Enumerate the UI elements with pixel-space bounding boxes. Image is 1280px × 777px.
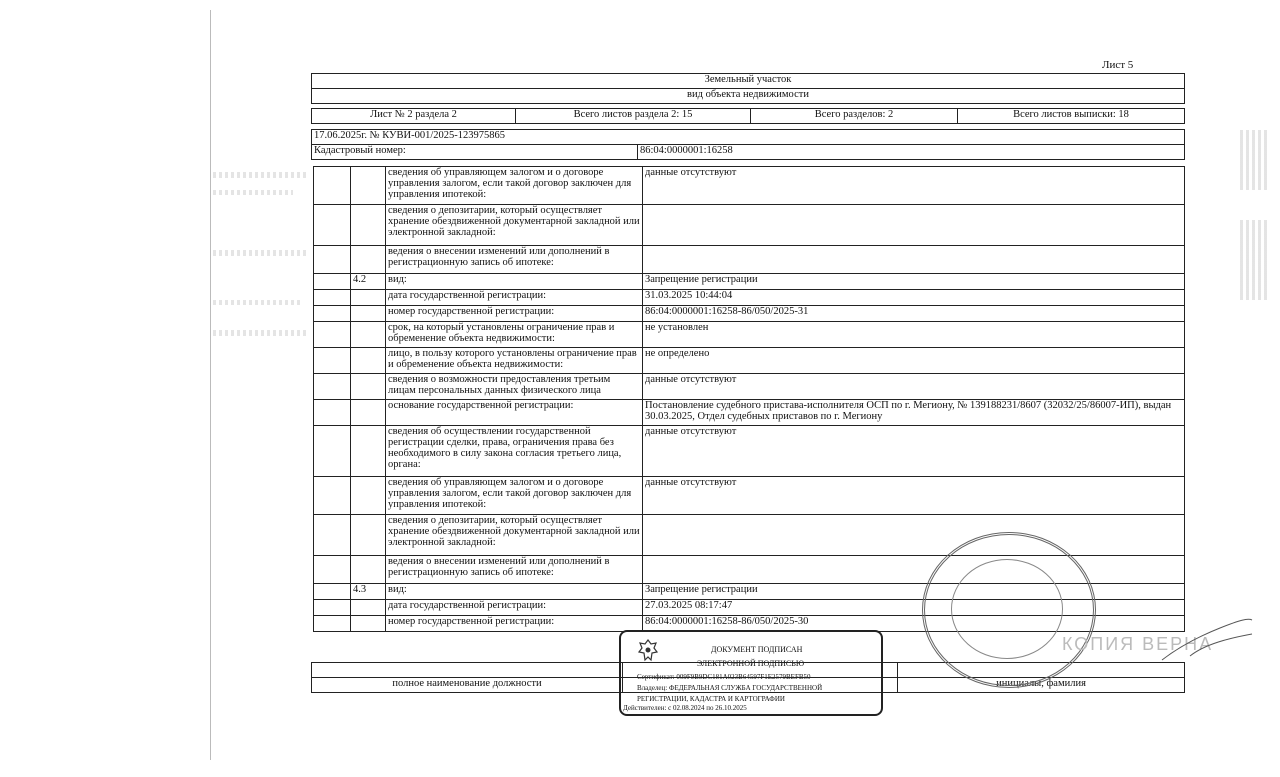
stamp-certificate: Сертификат: 009F9B9DC181A023B64597F1E2579BEFB50 [637,673,811,681]
sheet-label: Лист 5 [1102,59,1134,71]
row-number: 4.2 [351,274,386,290]
row-number [351,515,386,556]
row-number [351,322,386,348]
row-blank-cell [314,322,351,348]
row-label: сведения о возможности предоставления третьим лицам персональных данных физического лица [386,374,643,400]
position-label: полное наименование должности [312,678,623,693]
row-number [351,616,386,632]
row-blank-cell [314,426,351,477]
row-label: сведения о депозитарии, который осуществляет хранение обездвиженной документарной закладной или электронной закладной: [386,515,643,556]
stamp-owner-2: РЕГИСТРАЦИИ, КАДАСТРА И КАРТОГРАФИИ [637,695,785,703]
row-blank-cell [314,167,351,205]
cadastral-value: 86:04:0000001:16258 [638,145,1185,160]
row-blank-cell [314,306,351,322]
bleed-through-mark [213,172,308,178]
row-blank-cell [314,616,351,632]
row-value: не установлен [643,322,1185,348]
row-value [643,556,1185,584]
bleed-through-mark [213,330,308,336]
row-label: дата государственной регистрации: [386,290,643,306]
row-value: 86:04:0000001:16258-86/050/2025-31 [643,306,1185,322]
bleed-through-mark [213,300,303,305]
sheet-counts-table [311,108,1185,124]
row-blank-cell [314,348,351,374]
cadastral-label: Кадастровый номер: [312,145,638,160]
record-row [314,477,1185,515]
signature-label: инициалы, фамилия [898,678,1185,693]
record-row [314,274,1185,290]
bleed-through-mark [1240,220,1270,300]
row-label: лицо, в пользу которого установлены ограничение прав и обременение объекта недвижимости: [386,348,643,374]
doc-number: 17.06.2025г. № КУВИ-001/2025-123975865 [312,130,1185,145]
row-label: ведения о внесении изменений или дополнений в регистрационную запись об ипотеке: [386,246,643,274]
row-label: вид: [386,584,643,600]
row-value [643,246,1185,274]
row-blank-cell [314,477,351,515]
row-number [351,477,386,515]
row-number [351,556,386,584]
row-value: данные отсутствуют [643,167,1185,205]
row-value: 86:04:0000001:16258-86/050/2025-30 [643,616,1185,632]
row-blank-cell [314,400,351,426]
row-blank-cell [314,556,351,584]
bleed-through-mark [213,190,293,195]
row-number [351,205,386,246]
row-number [351,374,386,400]
seal-inner-ring [951,559,1063,659]
bleed-through-mark [1240,130,1270,190]
record-row [314,246,1185,274]
stamp-title-2: ЭЛЕКТРОННОЙ ПОДПИСЬЮ [697,659,805,668]
row-label: вид: [386,274,643,290]
object-type-table [311,73,1185,104]
object-kind-label: вид объекта недвижимости [312,89,1185,104]
row-number: 4.3 [351,584,386,600]
row-number [351,246,386,274]
copy-certified-mark: КОПИЯ ВЕРНА [1062,634,1214,654]
official-seal [922,532,1096,688]
row-label: сведения о депозитарии, который осуществляет хранение обездвиженной документарной закладной или электронной закладной: [386,205,643,246]
row-label: сведения об управляющем залогом и о договоре управления залогом, если такой договор заключен для управления ипотекой: [386,477,643,515]
row-value: данные отсутствуют [643,477,1185,515]
row-value: 31.03.2025 10:44:04 [643,290,1185,306]
emblem-icon [637,638,659,664]
stamp-title-1: ДОКУМЕНТ ПОДПИСАН [711,645,803,654]
record-row [314,167,1185,205]
doc-info-table [311,129,1185,160]
row-value [643,515,1185,556]
row-value: Постановление судебного пристава-исполнителя ОСП по г. Мегиону, № 139188231/8607 (32032/25/86007-ИП), выдан 30.03.2025, Отдел судебных приставов по г. Мегиону [643,400,1185,426]
row-value: Запрещение регистрации [643,584,1185,600]
row-label: основание государственной регистрации: [386,400,643,426]
record-row [314,374,1185,400]
record-row [314,348,1185,374]
row-number [351,290,386,306]
row-label: срок, на который установлены ограничение прав и обременение объекта недвижимости: [386,322,643,348]
row-number [351,306,386,322]
row-value: данные отсутствуют [643,374,1185,400]
page-margin-line [210,10,211,760]
stamp-owner-1: Владелец: ФЕДЕРАЛЬНАЯ СЛУЖБА ГОСУДАРСТВЕННОЙ [637,684,823,692]
total-sections: Всего разделов: 2 [751,109,958,124]
row-blank-cell [314,274,351,290]
record-row [314,290,1185,306]
row-number [351,348,386,374]
row-value: Запрещение регистрации [643,274,1185,290]
row-number [351,426,386,477]
row-value [643,205,1185,246]
record-row [314,205,1185,246]
row-value: 27.03.2025 08:17:47 [643,600,1185,616]
total-extract-sheets: Всего листов выписки: 18 [958,109,1185,124]
handwritten-signature [1160,616,1255,666]
row-label: дата государственной регистрации: [386,600,643,616]
sheet-section: Лист № 2 раздела 2 [312,109,516,124]
row-label: номер государственной регистрации: [386,616,643,632]
object-type: Земельный участок [312,74,1185,89]
row-label: сведения об осуществлении государственной регистрации сделки, права, ограничения права без необходимого в силу закона согласия третьего лица, органа: [386,426,643,477]
row-blank-cell [314,290,351,306]
row-value: не определено [643,348,1185,374]
row-value: данные отсутствуют [643,426,1185,477]
row-blank-cell [314,205,351,246]
row-label: сведения об управляющем залогом и о договоре управления залогом, если такой договор заключен для управления ипотекой: [386,167,643,205]
row-blank-cell [314,584,351,600]
row-number [351,167,386,205]
row-blank-cell [314,515,351,556]
row-blank-cell [314,374,351,400]
record-row [314,322,1185,348]
row-blank-cell [314,246,351,274]
record-row [314,400,1185,426]
row-number [351,400,386,426]
row-label: номер государственной регистрации: [386,306,643,322]
record-row [314,426,1185,477]
row-number [351,600,386,616]
bleed-through-mark [213,250,308,256]
row-blank-cell [314,600,351,616]
record-row [314,306,1185,322]
stamp-validity: Действителен: с 02.08.2024 по 26.10.2025 [623,704,747,712]
row-label: ведения о внесении изменений или дополнений в регистрационную запись об ипотеке: [386,556,643,584]
total-section-sheets: Всего листов раздела 2: 15 [516,109,751,124]
